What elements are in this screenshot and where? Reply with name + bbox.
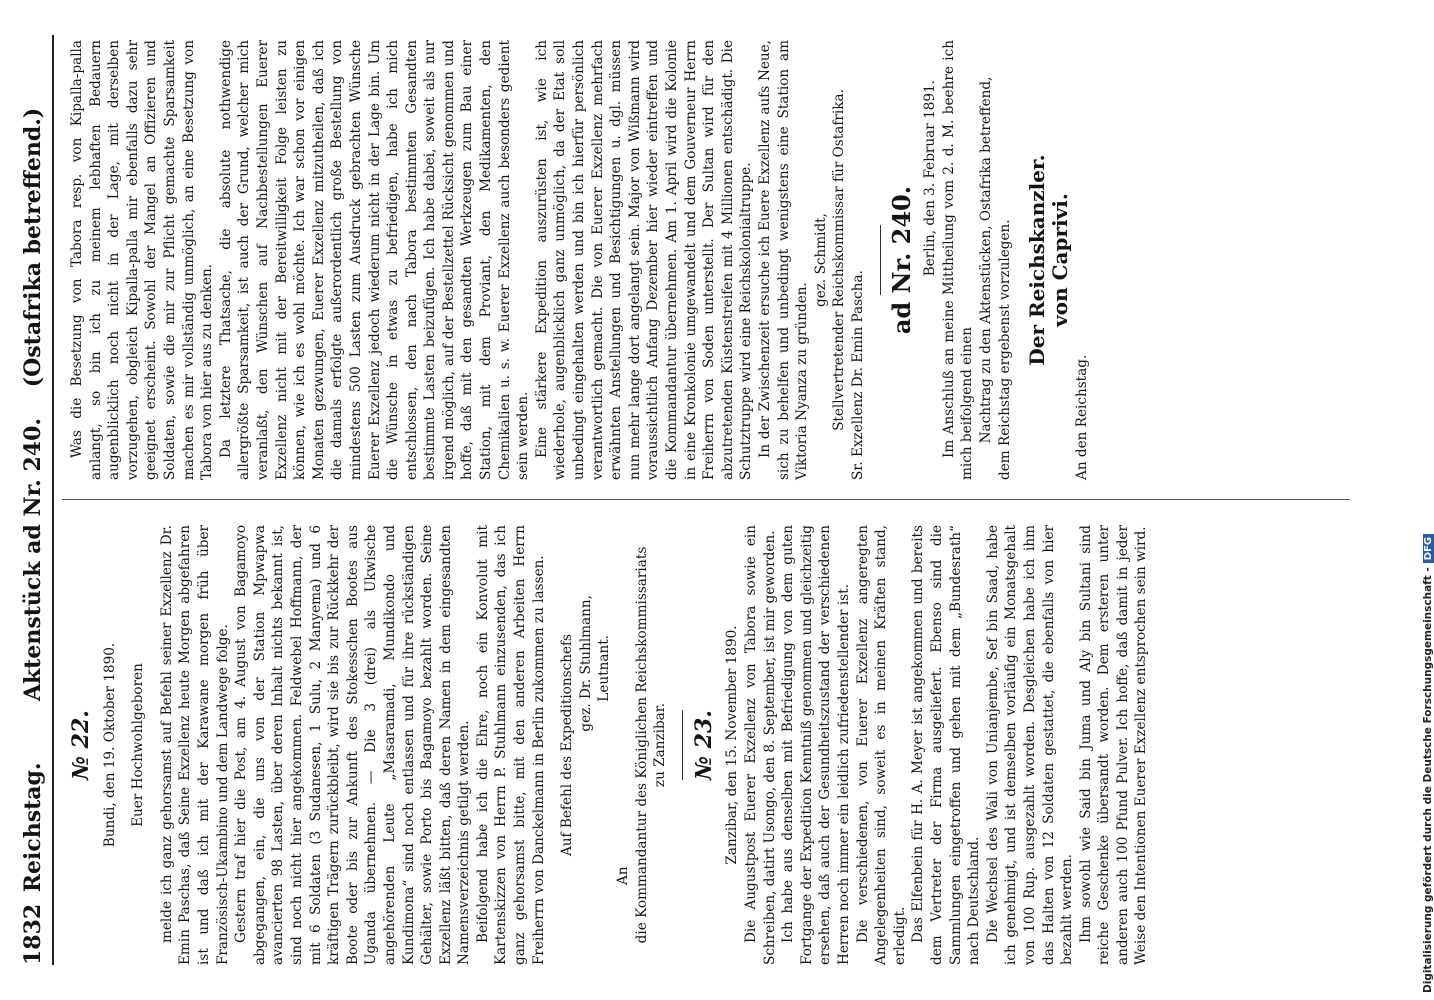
page-header	[18, 35, 54, 965]
paragraph: Das Elfenbein für H. A. Meyer ist angekommen und bereits dem Vertreter der Firma ausgeliefert. Ebenso sind die Sammlungen eingetroffen und gehen mit dem „Bundesrath“ nach Deutschland.	[910, 525, 983, 965]
funding-note: Digitalisierung gefördert durch die Deutsche Forschungsgemeinschaft -	[1422, 567, 1434, 993]
signature: gez. Dr. Stuhlmann,	[577, 595, 594, 732]
column-divider	[62, 499, 1350, 500]
addressee-place: zu Zanzibar.	[652, 702, 669, 788]
page-number: 1832	[20, 903, 46, 965]
left-column	[68, 525, 1151, 965]
header-left: Reichstag.	[20, 762, 46, 893]
addressee: Sr. Exzellenz Dr. Emin Pascha.	[849, 270, 866, 480]
an-label: An	[615, 866, 632, 885]
signature: gez. Schmidt,	[812, 213, 829, 307]
digitization-sidebar	[1406, 8, 1434, 998]
separator-rule	[682, 710, 683, 780]
paragraph: Die verschiedenen, von Euerer Exzellenz angeregten Angelegenheiten sind, soweit es in meinen Kräften stand, erledigt.	[854, 525, 908, 965]
paragraph: In der Zwischenzeit ersuche ich Euere Exzellenz aufs Neue, sich zu behelfen und unbedingt wenigstens eine Station am Viktoria Nyanza zu gründen.	[756, 40, 811, 480]
paragraph: Die Augustpost Euerer Exzellenz von Tabora sowie ein Schreiben, datirt Usongo, den 8. September, ist mir geworden.	[743, 525, 778, 965]
place-date: Berlin, den 3. Februar 1891.	[922, 80, 939, 277]
body-title: Nachtrag zu den Aktenstücken, Ostafrika betreffend,	[977, 76, 994, 444]
closing: Auf Befehl des Expeditionschefs	[559, 633, 576, 857]
paragraph: Was die Besetzung von Tabora resp. von Kipalla-palla anlangt, so bin ich zu meinem lebhaften Bedauern augenblicklich noch nicht in der Lage, mit derselben vorzugehen, obgleich Kipalla-palla mir ebenfalls dazu sehr geeignet erscheint. Sowohl der Mangel an Offizieren und Soldaten, sowie die mir zur Pflicht gemachte Sparsamkeit machen es mir vollständig unmöglich, an eine Besetzung von Tabora von hier aus zu denken.	[69, 40, 216, 480]
header-subject: (Ostafrika betreffend.)	[20, 107, 46, 388]
paragraph: Ihm sowohl wie Said bin Juma und Aly bin Sultani sind reiche Geschenke übersandt worden. Dem ersteren unter anderen auch 100 Pfund Pulver. Ich hoffe, daß damit in jeder Weise den Intentionen Euerer Exzellenz entsprochen sein wird.	[1077, 525, 1150, 965]
paragraph: Eine stärkere Expedition auszurüsten ist, wie ich wiederhole, augenblicklich ganz unmöglich, da der Etat soll unbedingt eingehalten werden und bin ich hierfür persönlich verantwortlich gemacht. Die von Euerer Exzellenz mehrfach erwähnten Anstellungen und Besichtigungen u. dgl. müssen nun mehr lange dort angelangt sein. Major von Wißmann wird voraussichtlich Anfang Dezember hier wieder eintreffen und die Kommandantur übernehmen. Am 1. April wird die Kolonie in eine Kronkolonie umgewandelt und dem Gouverneur Herrn Freiherrn von Soden unterstellt. Der Sultan wird für den abzutretenden Küstenstreifen mit 4 Millionen entschädigt. Die Schutztruppe wird eine Reichskolonialtruppe.	[533, 40, 755, 480]
salutation: Euer Hochwohlgeboren	[130, 663, 147, 827]
rank: Leutnant.	[596, 635, 613, 702]
right-column	[68, 40, 1092, 480]
addressee: die Kommandantur des Königlichen Reichskommissariats	[633, 546, 650, 944]
paragraph: Die Wechsel des Wali von Unianjembe, Sef bin Saad, habe ich genehmigt, und ist demselben vorläufig ein Monatsgehalt von 100 Rup. ausgezahlt worden. Desgleichen habe ich ihm das Halten von 12 Soldaten gestattet, die ebenfalls von hier bezahlt werden.	[984, 525, 1076, 965]
dfg-logo: DFG	[1423, 534, 1434, 563]
doc-number: № 22.	[68, 710, 94, 780]
recipient: An den Reichstag.	[1074, 354, 1091, 480]
body-text: Im Anschluß an meine Mittheilung vom 2. d. M. beehre ich mich beifolgend einen	[940, 40, 976, 480]
doc-number: № 23.	[690, 710, 717, 780]
signatory-name: von Caprivi.	[1047, 193, 1072, 327]
body-text: dem Reichstag ergebenst vorzulegen.	[996, 219, 1013, 480]
paragraph: Beifolgend habe ich die Ehre, noch ein Konvolut mit Kartenskizzen von Herrn P. Stuhlmann einzusenden, das ich ganz gehorsamst bitte, mit den anderen Arbeiten Herrn Freiherrn von Danckelmann in Berlin zukommen zu lassen.	[474, 525, 547, 965]
place-date: Bundi, den 19. Oktober 1890.	[101, 642, 118, 848]
place-date: Zanzibar, den 15. November 1890.	[724, 625, 741, 865]
separator-rule	[880, 225, 881, 295]
header-title: Aktenstück ad Nr. 240.	[20, 417, 46, 702]
paragraph: Ich habe aus denselben mit Befriedigung von dem guten Fortgange der Expedition Kenntniß genommen und gleichzeitig ersehen, daß auch der Gesundheitszustand der verschiedenen Herren noch immer ein leidlich zufriedenstellender ist.	[780, 525, 852, 965]
ad-heading: ad Nr. 240.	[886, 185, 916, 335]
paragraph: Da letztere Thatsache, die absolute nothwendige allergrößte Sparsamkeit, ist auch der Grund, welcher mich veranlaßt, den Wünschen auf Nachbestellungen Euerer Exzellenz nicht mit der Bereitwilligkeit Folge leisten zu können, wie ich es wohl möchte. Ich war schon vor einigen Monaten gezwungen, Euerer Exzellenz mitzutheilen, daß ich die damals erfolgte außerordentlich große Bestellung von mindestens 500 Lasten zum Ausdruck gebrachten Wünsche Euerer Exzellenz jedoch wiederum nicht in der Lage bin. Um die Wünsche in etwas zu befriedigen, habe ich mich entschlossen, den nach Tabora bestimmten Gesandten bestimmte Lasten beizufügen. Ich habe dabei, soweit als nur irgend möglich, auf der Bestellzettel Rücksicht genommen und hoffe, daß mit den gesandten Werkzeugen zum Bau einer Station, mit dem Proviant, den Medikamenten, den Chemikalien u. s. w. Euerer Exzellenz auch besonders gedient sein werden.	[217, 40, 532, 480]
paragraph: Gestern traf hier die Post, am 4. August von Bagamoyo abgegangen, ein, die uns von der Station Mpwapwa avancierten 98 Lasten, über deren Inhalt nichts bekannt ist, sind noch nicht hier angekommen. Feldwebel Hoffmann, der mit 6 Soldaten (3 Sudanesen, 1 Sulu, 2 Manyema) und 6 kräftigen Trägern zurückbleibt, wird sie bis zur Rückkehr der Boote oder bis zur Ankunft des Stokesschen Bootes aus Uganda übernehmen. — Die 3 (drei) als Ukwische angehörenden Leute „Masaramadi, Mundikondo und Kundimona“ sind noch entlassen und für ihre rückständigen Gehälter, sowie Porto bis Bagamoyo bezahlt worden. Seine Exzellenz läßt bitten, daß deren Namen in dem eingesandten Namensverzeichnis getilgt werden.	[233, 525, 473, 965]
signatory-title: Der Reichskanzler.	[1025, 154, 1050, 366]
signature-title: Stellvertretender Reichskommissar für Ostafrika.	[831, 89, 848, 431]
paragraph: melde ich ganz gehorsamst auf Befehl seiner Exzellenz Dr. Emin Paschas, daß Seine Exzellenz heute Morgen abgefahren ist und daß ich mit der Karawane morgen früh über Französisch-Ukambino und dem Landwege folge.	[158, 525, 231, 965]
